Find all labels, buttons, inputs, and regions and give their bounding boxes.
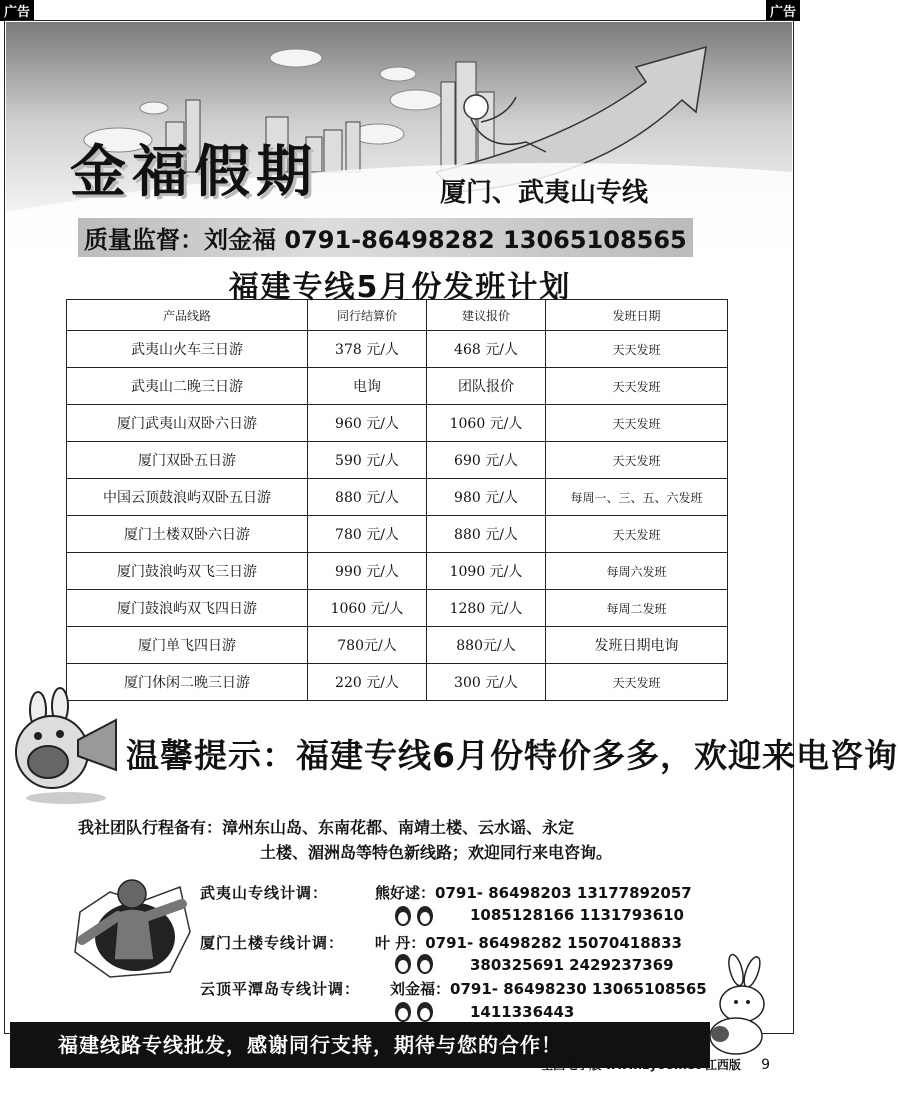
contact-qq-pingtan: 1411336443: [470, 1003, 575, 1021]
col-header-departure: 发班日期: [546, 300, 728, 331]
col-header-trade-price: 同行结算价: [308, 300, 427, 331]
brand-title: 金福假期: [70, 139, 318, 205]
trade-price-cell: 780 元/人: [308, 516, 427, 553]
table-row: [67, 442, 728, 479]
route-cell: 武夷山火车三日游: [67, 331, 308, 368]
trade-price-cell: 990 元/人: [308, 553, 427, 590]
contact-row-wuyishan: [200, 882, 692, 903]
schedule-title: 福建专线5月份发班计划: [228, 270, 572, 305]
trade-price-cell: 电询: [308, 368, 427, 405]
contact-qq-wuyishan: 1085128166 1131793610: [470, 906, 684, 924]
departure-cell: 每周二发班: [546, 590, 728, 627]
contact-phones: 0791- 86498282 15070418833: [425, 934, 682, 952]
suggested-price-cell: 880元/人: [427, 627, 546, 664]
suggested-price-cell: 980 元/人: [427, 479, 546, 516]
ad-tag-left: 广告: [0, 0, 34, 21]
contact-label: 厦门土楼专线计调：: [200, 934, 345, 952]
group-tours-line-1: 我社团队行程备有：漳州东山岛、东南花都、南靖土楼、云水谣、永定: [78, 818, 575, 837]
quality-supervision-line: 质量监督：刘金福 0791-86498282 13065108565: [78, 218, 693, 257]
suggested-price-cell: 880 元/人: [427, 516, 546, 553]
table-row: [67, 664, 728, 701]
col-header-suggested-price: 建议报价: [427, 300, 546, 331]
departure-cell: 天天发班: [546, 442, 728, 479]
trade-price-cell: 780元/人: [308, 627, 427, 664]
departure-cell: 每周一、三、五、六发班: [546, 479, 728, 516]
suggested-price-cell: 690 元/人: [427, 442, 546, 479]
col-header-route: 产品线路: [67, 300, 308, 331]
route-subtitle: 厦门、武夷山专线: [440, 178, 649, 208]
tip-headline: 温馨提示：福建专线6月份特价多多，欢迎来电咨询: [126, 736, 898, 775]
table-row: [67, 627, 728, 664]
route-cell: 厦门土楼双卧六日游: [67, 516, 308, 553]
table-row: [67, 590, 728, 627]
figure-breaking-paper-icon: [70, 872, 200, 984]
trade-price-cell: 880 元/人: [308, 479, 427, 516]
qq-penguin-icon: [392, 1000, 438, 1022]
footer-site: 全国电子版 www.zyoo.net: [541, 1058, 701, 1072]
contact-label: 武夷山专线计调：: [200, 884, 329, 902]
qq-penguin-icon: [392, 952, 438, 974]
table-row: [67, 368, 728, 405]
suggested-price-cell: 1090 元/人: [427, 553, 546, 590]
route-cell: 厦门鼓浪屿双飞四日游: [67, 590, 308, 627]
route-cell: 中国云顶鼓浪屿双卧五日游: [67, 479, 308, 516]
page-footer: [541, 1056, 770, 1073]
ad-tag-right: 广告: [766, 0, 800, 21]
departure-cell: 天天发班: [546, 516, 728, 553]
megaphone-bunny-icon: [8, 690, 128, 810]
trade-price-cell: 590 元/人: [308, 442, 427, 479]
contact-qq-xiamen: 380325691 2429237369: [470, 956, 674, 974]
contact-person: 刘金福：: [390, 980, 451, 998]
trade-price-cell: 220 元/人: [308, 664, 427, 701]
suggested-price-cell: 团队报价: [427, 368, 546, 405]
departure-cell: 发班日期电询: [546, 627, 728, 664]
suggested-price-cell: 300 元/人: [427, 664, 546, 701]
group-tours-line-2: 土楼、湄洲岛等特色新线路；欢迎同行来电咨询。: [260, 843, 613, 862]
trade-price-cell: 1060 元/人: [308, 590, 427, 627]
table-row: [67, 331, 728, 368]
route-cell: 厦门单飞四日游: [67, 627, 308, 664]
route-cell: 厦门鼓浪屿双飞三日游: [67, 553, 308, 590]
trade-price-cell: 378 元/人: [308, 331, 427, 368]
departure-cell: 天天发班: [546, 664, 728, 701]
schedule-table: [66, 299, 728, 701]
route-cell: 武夷山二晚三日游: [67, 368, 308, 405]
page-number: 9: [761, 1057, 770, 1073]
suggested-price-cell: 468 元/人: [427, 331, 546, 368]
contact-phones: 0791- 86498203 13177892057: [435, 884, 692, 902]
route-cell: 厦门休闲二晚三日游: [67, 664, 308, 701]
contact-person: 熊好逑：: [375, 884, 436, 902]
contact-label: 云顶平潭岛专线计调：: [200, 980, 361, 998]
trade-price-cell: 960 元/人: [308, 405, 427, 442]
contact-row-xiamen: [200, 932, 682, 953]
suggested-price-cell: 1280 元/人: [427, 590, 546, 627]
footer-edition: 江西版: [704, 1058, 741, 1072]
contact-phones: 0791- 86498230 13065108565: [450, 980, 707, 998]
rabbit-mascot-icon: [684, 958, 784, 1058]
table-row: [67, 405, 728, 442]
departure-cell: 天天发班: [546, 331, 728, 368]
table-row: [67, 516, 728, 553]
suggested-price-cell: 1060 元/人: [427, 405, 546, 442]
departure-cell: 天天发班: [546, 405, 728, 442]
contact-person: 叶 丹：: [375, 934, 426, 952]
contact-row-pingtan: [200, 978, 707, 999]
bottom-banner: 福建线路专线批发，感谢同行支持，期待与您的合作！: [10, 1022, 710, 1068]
route-cell: 厦门武夷山双卧六日游: [67, 405, 308, 442]
qq-penguin-icon: [392, 904, 438, 926]
departure-cell: 每周六发班: [546, 553, 728, 590]
table-row: [67, 553, 728, 590]
table-header-row: [67, 300, 728, 331]
route-cell: 厦门双卧五日游: [67, 442, 308, 479]
departure-cell: 天天发班: [546, 368, 728, 405]
table-row: [67, 479, 728, 516]
